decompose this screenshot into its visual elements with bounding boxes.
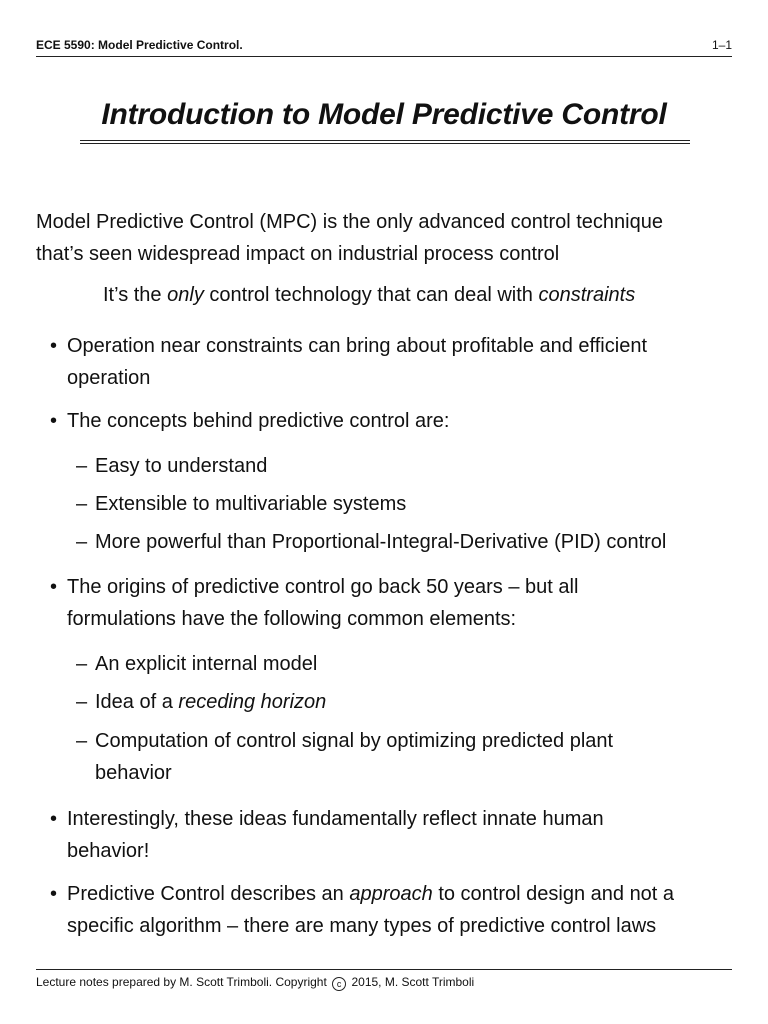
dash-icon: – (76, 730, 88, 752)
sub-item-internal-model: An explicit internal model (95, 653, 318, 675)
sub-item-computation-line-1: Computation of control signal by optimizing predicted plant (95, 730, 614, 752)
bullet-2-line-1: The concepts behind predictive control are: (67, 410, 450, 432)
sub-item-easy: Easy to understand (95, 455, 268, 477)
bullet-5-line-1: Predictive Control describes an approach to control design and not a (67, 883, 675, 905)
sub-item-computation-line-2: behavior (95, 762, 172, 784)
bullet-1-line-1: Operation near constraints can bring about profitable and efficient (67, 335, 647, 357)
sub-item-powerful: More powerful than Proportional-Integral-Derivative (PID) control (95, 531, 667, 553)
bullet-3-line-1: The origins of predictive control go back 50 years – but all (67, 576, 579, 598)
bullet-4-line-1: Interestingly, these ideas fundamentally reflect innate human (67, 808, 604, 830)
intro-line-2: that’s seen widespread impact on industrial process control (36, 243, 560, 265)
implication-line: It’s the only control technology that can deal with constraints (103, 284, 636, 306)
sub-item-receding-horizon: Idea of a receding horizon (95, 691, 327, 713)
bullet-icon: • (50, 883, 58, 905)
bullet-icon: • (50, 576, 58, 598)
emphasis-constraints: constraints (538, 284, 636, 306)
dash-icon: – (76, 653, 88, 675)
emphasis-only: only (167, 284, 204, 306)
title-underline-bottom (80, 143, 690, 144)
emphasis-approach: approach (349, 883, 433, 905)
page-number: 1–1 (711, 38, 732, 52)
sub-item-extensible: Extensible to multivariable systems (95, 493, 407, 515)
slide-title: Introduction to Model Predictive Control (101, 98, 667, 131)
dash-icon: – (76, 455, 88, 477)
course-title: ECE 5590: Model Predictive Control. (36, 38, 243, 52)
dash-icon: – (76, 531, 88, 553)
dash-icon: – (76, 493, 88, 515)
bullet-3-line-2: formulations have the following common elements: (67, 608, 517, 630)
footer-rule (36, 969, 732, 970)
dash-icon: – (76, 691, 88, 713)
bullet-1-line-2: operation (67, 367, 151, 389)
bullet-4-line-2: behavior! (67, 840, 150, 862)
bullet-icon: • (50, 410, 58, 432)
emphasis-receding-horizon: receding horizon (178, 691, 327, 713)
page-header (36, 36, 732, 57)
title-underline-top (80, 140, 690, 141)
bullet-icon: • (50, 808, 58, 830)
intro-line-1: Model Predictive Control (MPC) is the only advanced control technique (36, 211, 663, 233)
bullet-icon: • (50, 335, 58, 357)
footer-credits: Lecture notes prepared by M. Scott Trimboli. Copyright c 2015, M. Scott Trimboli (36, 975, 475, 989)
copyright-icon: c (332, 977, 346, 991)
bullet-5-line-2: specific algorithm – there are many types of predictive control laws (67, 915, 657, 937)
